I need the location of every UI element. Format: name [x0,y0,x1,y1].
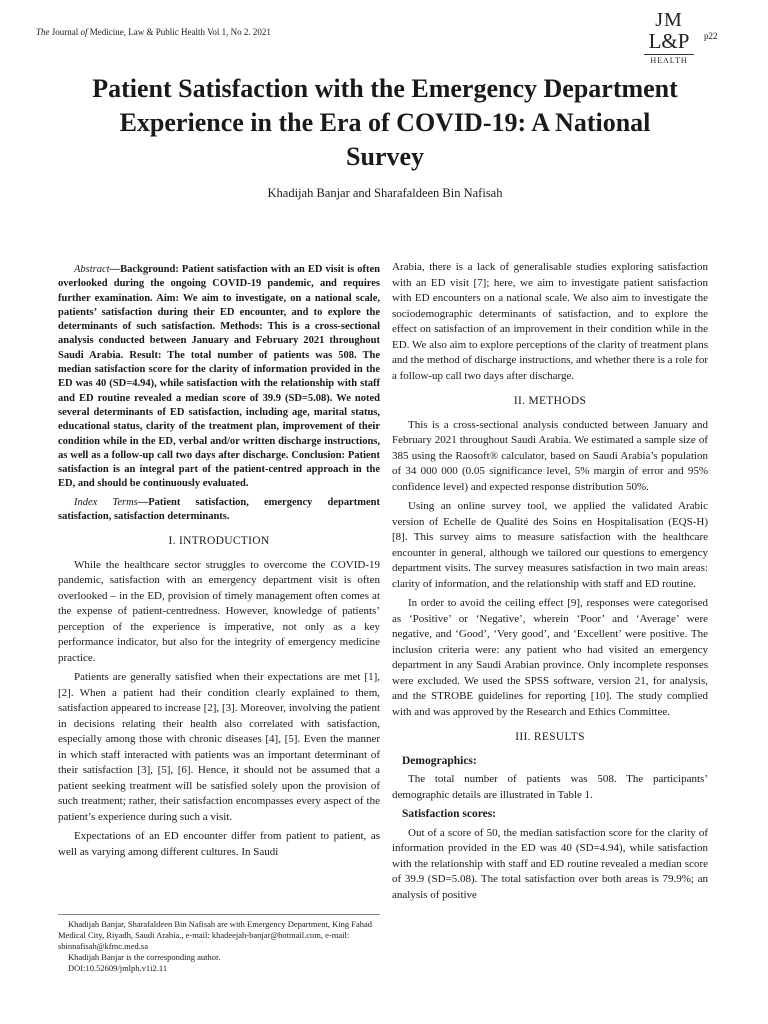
footnote-doi: DOI:10.52609/jmlph.v1i2.11 [68,963,168,973]
paper-title: Patient Satisfaction with the Emergency Department Experience in the Era of COVID-19: A National Survey [92,74,678,171]
right-column [392,260,708,907]
footnote-affiliation: Khadijah Banjar, Sharafaldeen Bin Nafisah are with Emergency Department, King Fahad Medical City, Riyadh, Saudi Arabia., e-mail: khadeejah-banjar@hotmail.com, e-mail: sbinnafisah@kfmc.med.sa [58,919,372,951]
intro-paragraph: Expectations of an ED encounter differ from patient to patient, as well as varying among different cultures. In Saudi [58,830,380,858]
section-heading-introduction: I. INTRODUCTION [168,535,270,548]
results-paragraph: The total number of patients was 508. The participants’ demographic details are illustrated in Table 1. [392,773,708,801]
results-paragraph: Out of a score of 50, the median satisfaction score for the clarity of information provided in the ED was 40 (SD=4.94), while satisfaction with the relationship with staff and ED routine revealed a median score of 39.9 (SD=5.08). The total satisfaction over both areas is 79.9%; an analysis of positive [392,826,708,901]
journal-header: The Journal of Medicine, Law & Public Health Vol 1, No 2. 2021 [36,27,271,37]
index-terms: Index Terms—Patient satisfaction, emergency department satisfaction, satisfaction determinants. [58,496,380,523]
intro-paragraph: While the healthcare sector struggles to overcome the COVID-19 pandemic, satisfaction with an emergency department visit is often overlooked – in the ED, provision of timely management often comes at the expense of patient-centredness. However, knowledge of patients’ perception of the experience is imperative, not only as a key performance indicator, but also for the integrity of emergency medicine practice. [58,558,380,664]
footnote-corresponding: Khadijah Banjar is the corresponding author. [68,952,221,962]
left-column [58,263,380,864]
page-number: p22 [704,31,718,41]
subheading-demographics: Demographics: [402,754,477,767]
methods-paragraph: In order to avoid the ceiling effect [9], responses were categorised as ‘Positive’ or ‘Negative’, wherein ‘Poor’ and ‘Average’ were negative, and ‘Good’, ‘Very good’, and ‘Excellent’ were positive. The inclusion criteria were: any patient who had visited an emergency department in any Saudi Arabian province. Only incomplete responses were excluded. We used the SPSS software, version 21, for analysis, and the STROBE guidelines for reporting [10]. The study complied with and was approved by the Research and Ethics Committee. [392,597,708,718]
section-heading-results: III. RESULTS [515,731,585,743]
intro-paragraph: Patients are generally satisfied when their expectations are met [1], [2]. When a patient had their condition clearly explained to them, satisfaction appeared to increase [2], [3]. Moreover, involving the patient in decisions relating their health also correlated with satisfaction, especially among those with chronic diseases [4], [5]. Even the manner in which staff interacted with patients was an important determinant of their satisfaction [3], [5], [6]. Hence, it should not be assumed that a patient seeking treatment will be satisfied solely upon the provision of such treatment; rather, their satisfaction encompasses every aspect of the patient’s experience during such a visit. [58,671,380,823]
paper-authors: Khadijah Banjar and Sharafaldeen Bin Nafisah [267,186,503,200]
logo-line-health: HEALTH [644,54,694,65]
methods-paragraph: This is a cross-sectional analysis conducted between January and February 2021 throughout Saudi Arabia. We estimated a sample size of 385 using the Raosoft® calculator, based on Saudi Arabia’s population of 34 000 000 (0.05 significance level, 5% margin of error and 95% confidence level) and expected response distribution 50%. [392,418,708,493]
methods-paragraph: Using an online survey tool, we applied the validated Arabic version of Echelle de Qualité des Soins en Hospitalisation (EQS-H) [8]. This survey aims to measure satisfaction with the healthcare encounter in general, although we tailored our questions to emergency department visits. The survey measures satisfaction in two main areas: clarity of information, and the relationship with staff and ED routine. [392,500,708,590]
abstract: Abstract—Background: Patient satisfaction with an ED visit is often overlooked during the ongoing COVID-19 pandemic, and requires further examination. Aim: We aim to investigate, on a national scale, patients’ satisfaction during their ED encounter, and to explore the determinants of such satisfaction. Methods: This is a cross-sectional analysis conducted between January and February 2021 throughout Saudi Arabia. Result: The total number of patients was 508. The median satisfaction score for the clarity of information provided in the ED was 40 (SD=4.94), while satisfaction with the relationship with staff and ED routine revealed a median score of 39.9 (SD=5.08). We noted several determinants of ED satisfaction, including age, marital status, educational status, clarity of the treatment plan, improvement of their condition while in the ED, verbal and/or written discharge instructions, as well as a follow-up call two days after discharge. Conclusion: Patient satisfaction is an integral part of the patient-centred approach in the ED, and should be continuously evaluated. [58,264,380,490]
journal-logo [640,10,698,65]
logo-line-jm: JM [655,9,683,31]
intro-continued-paragraph: Arabia, there is a lack of generalisable studies exploring satisfaction with an ED visit [7]; here, we aim to investigate patient satisfaction with ED encounters on a national scale. We also aim to investigate the sociodemographic determinants of satisfaction, and to explore the effect on satisfaction of an improvement in their condition while in the ED. We also aim to explore perceptions of the clarity of treatment plans and the method of discharge instructions, and whether there is a role for a follow-up call two days after discharge. [392,261,708,382]
footnote [58,914,380,974]
section-heading-methods: II. METHODS [513,395,587,407]
logo-line-lp: L&P [648,29,690,53]
subheading-satisfaction-scores: Satisfaction scores: [402,808,497,820]
